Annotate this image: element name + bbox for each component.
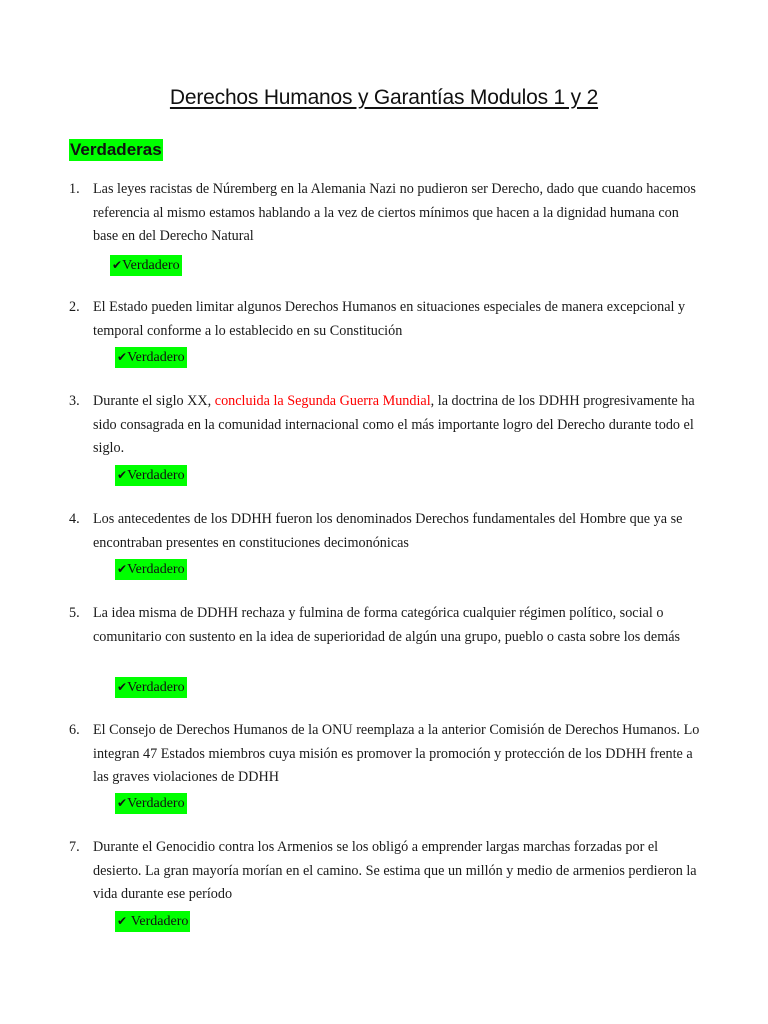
checkmark-icon: ✔ bbox=[112, 258, 123, 272]
answer-badge bbox=[115, 347, 187, 368]
answer-badge bbox=[115, 793, 187, 814]
question-text: Las leyes racistas de Núremberg en la Alemania Nazi no pudieron ser Derecho, dado que cuando hacemos referencia al mismo estamos hablando a la vez de ciertos mínimos que hacen a la dignidad humana con base en del Derecho Natural bbox=[93, 181, 696, 244]
checkmark-icon: ✔ bbox=[117, 350, 128, 364]
checkmark-icon: ✔ bbox=[117, 914, 131, 928]
answer-label: Verdadero bbox=[122, 258, 180, 273]
question-text-end: , la doctrina de los DDHH progresivamente ha sido consagrada en la comunidad internacional como el más importante logro del Derecho durante todo el siglo. bbox=[93, 393, 695, 456]
document-title: Derechos Humanos y Garantías Modulos 1 y 2 bbox=[169, 86, 599, 109]
answer-label: Verdadero bbox=[127, 562, 185, 577]
question-text: El Consejo de Derechos Humanos de la ONU reemplaza a la anterior Comisión de Derechos Humanos. Lo integran 47 Estados miembros cuya misión es promover la promoción y protección de los DDHH frente a las graves violaciones de DDHH bbox=[93, 722, 700, 785]
answer-badge bbox=[115, 911, 190, 932]
answer-label: Verdadero bbox=[127, 350, 185, 365]
checkmark-icon: ✔ bbox=[117, 796, 128, 810]
answer-label: Verdadero bbox=[127, 468, 185, 483]
question-text: La idea misma de DDHH rechaza y fulmina de forma categórica cualquier régimen político, social o comunitario con sustento en la idea de superioridad de algún una grupo, pueblo o casta sobre los demás bbox=[93, 605, 681, 645]
answer-label: Verdadero bbox=[127, 680, 185, 695]
question-number: 7. bbox=[69, 839, 80, 855]
question-number: 5. bbox=[69, 605, 80, 621]
question-text-highlight: concluida la Segunda Guerra Mundial bbox=[214, 393, 431, 409]
checkmark-icon: ✔ bbox=[117, 468, 128, 482]
answer-badge bbox=[115, 465, 187, 486]
question-text: Los antecedentes de los DDHH fueron los denominados Derechos fundamentales del Hombre que ya se encontraban presentes en constituciones decimonónicas bbox=[93, 511, 683, 551]
question-number: 4. bbox=[69, 511, 80, 527]
question-number: 6. bbox=[69, 722, 80, 738]
answer-label: Verdadero bbox=[130, 914, 189, 929]
answer-badge bbox=[115, 677, 187, 698]
answer-badge bbox=[115, 559, 187, 580]
question-text-start: Durante el siglo XX, bbox=[93, 393, 215, 409]
question-text bbox=[93, 390, 703, 461]
section-heading-verdaderas: Verdaderas bbox=[70, 140, 162, 159]
answer-badge bbox=[110, 255, 182, 276]
question-number: 1. bbox=[69, 181, 80, 197]
checkmark-icon: ✔ bbox=[117, 680, 128, 694]
answer-label: Verdadero bbox=[127, 796, 185, 811]
question-text: Durante el Genocidio contra los Armenios se los obligó a emprender largas marchas forzadas por el desierto. La gran mayoría morían en el camino. Se estima que un millón y medio de armenios perdieron la vida durante ese período bbox=[93, 839, 697, 902]
question-number: 2. bbox=[69, 299, 80, 315]
question-number: 3. bbox=[69, 393, 80, 409]
question-text: El Estado pueden limitar algunos Derechos Humanos en situaciones especiales de manera excepcional y temporal conforme a lo establecido en su Constitución bbox=[93, 299, 686, 339]
checkmark-icon: ✔ bbox=[117, 562, 128, 576]
